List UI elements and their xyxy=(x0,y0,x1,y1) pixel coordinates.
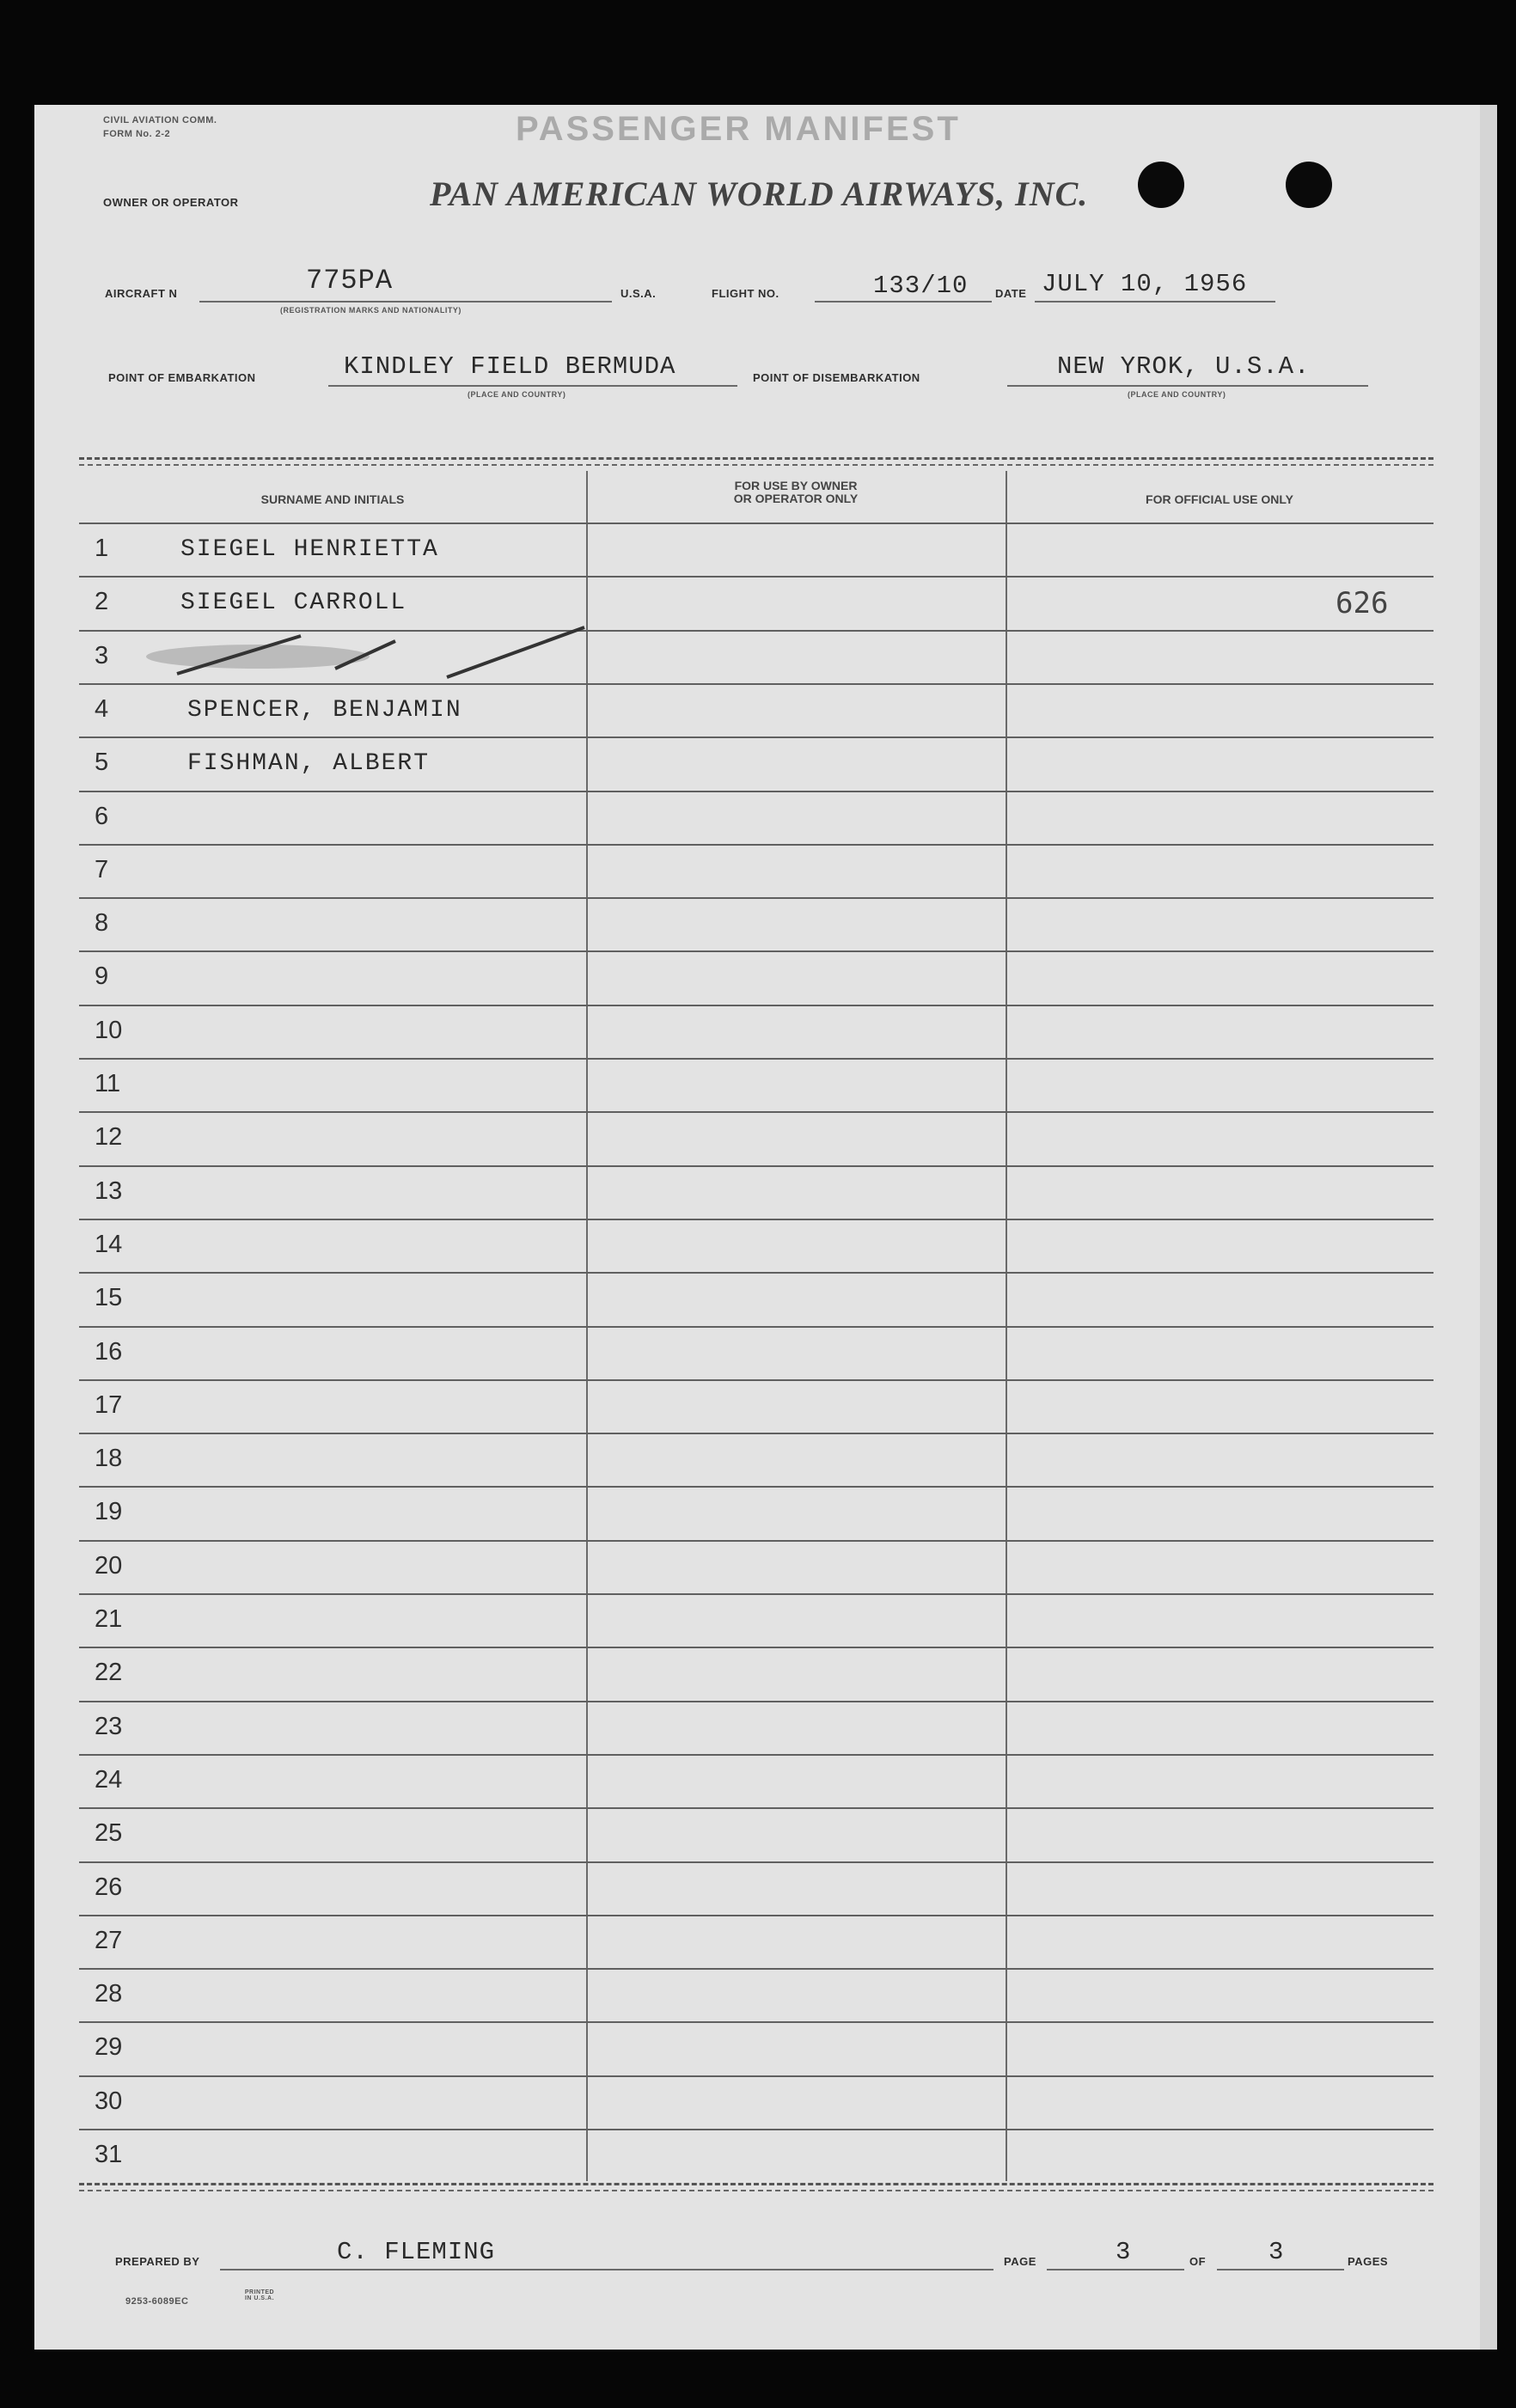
of-label: OF xyxy=(1189,2255,1207,2268)
row-divider xyxy=(79,1326,1433,1328)
row-divider xyxy=(79,1219,1433,1220)
of-value: 3 xyxy=(1268,2238,1285,2266)
row-divider xyxy=(79,950,1433,952)
row-number: 10 xyxy=(95,1016,123,1044)
row-number: 9 xyxy=(95,963,109,991)
aircraft-label: AIRCRAFT N xyxy=(105,287,178,300)
row-number: 22 xyxy=(95,1659,123,1687)
passenger-name: SIEGEL CARROLL xyxy=(180,590,407,617)
row-divider xyxy=(79,576,1433,578)
row-number: 28 xyxy=(95,1980,123,2008)
row-number: 27 xyxy=(95,1926,123,1954)
form-title: PASSENGER MANIFEST xyxy=(516,110,961,148)
punch-hole xyxy=(1286,162,1332,208)
row-number: 1 xyxy=(95,535,109,562)
row-number: 31 xyxy=(95,2141,123,2168)
date-value: JULY 10, 1956 xyxy=(1042,270,1248,298)
row-divider xyxy=(79,1807,1433,1809)
row-divider xyxy=(79,2021,1433,2023)
row-divider xyxy=(79,1486,1433,1488)
owner-value: PAN AMERICAN WORLD AIRWAYS, INC. xyxy=(430,174,1089,213)
col-header-surname: SURNAME AND INITIALS xyxy=(260,492,405,506)
row-divider xyxy=(79,1165,1433,1167)
passenger-name: FISHMAN, ALBERT xyxy=(187,750,431,778)
row-number: 24 xyxy=(95,1765,123,1794)
form-code: 9253-6089EC xyxy=(125,2296,189,2307)
row-number: 19 xyxy=(95,1498,123,1526)
row-number: 21 xyxy=(95,1605,123,1633)
manifest-sheet xyxy=(34,105,1480,2350)
stamp-line-1: CIVIL AVIATION COMM. xyxy=(103,115,217,125)
pages-label: PAGES xyxy=(1348,2255,1389,2268)
row-divider xyxy=(79,1379,1433,1381)
row-divider xyxy=(79,1111,1433,1113)
row-number: 23 xyxy=(95,1712,123,1740)
punch-hole xyxy=(1138,162,1184,208)
row-number: 25 xyxy=(95,1819,123,1848)
owner-label: OWNER OR OPERATOR xyxy=(103,196,239,209)
row-divider xyxy=(79,736,1433,738)
row-divider xyxy=(79,1272,1433,1274)
row-divider xyxy=(79,2075,1433,2077)
prepared-value: C. FLEMING xyxy=(337,2238,496,2266)
row-number: 8 xyxy=(95,909,109,938)
col-header-owner-use: FOR USE BY OWNER OR OPERATOR ONLY xyxy=(733,479,859,505)
row-number: 5 xyxy=(95,749,109,777)
official-note: 626 xyxy=(1336,586,1389,620)
embark-label: POINT OF EMBARKATION xyxy=(108,371,256,384)
disembark-label: POINT OF DISEMBARKATION xyxy=(753,371,920,384)
row-number: 3 xyxy=(95,641,109,669)
aircraft-value: 775PA xyxy=(306,265,394,296)
strike-out-mark xyxy=(129,619,593,688)
row-number: 16 xyxy=(95,1337,123,1366)
row-divider xyxy=(79,1968,1433,1970)
embark-sub: (PLACE AND COUNTRY) xyxy=(468,390,566,399)
row-number: 12 xyxy=(95,1123,123,1152)
page-edge xyxy=(1480,105,1497,2350)
row-number: 14 xyxy=(95,1230,123,1258)
row-number: 11 xyxy=(95,1070,121,1097)
flight-value: 133/10 xyxy=(873,272,969,300)
row-number: 26 xyxy=(95,1873,123,1901)
disembark-value: NEW YROK, U.S.A. xyxy=(1057,352,1311,381)
print-mark: PRINTED IN U.S.A. xyxy=(244,2289,275,2301)
date-label: DATE xyxy=(995,287,1027,300)
row-divider xyxy=(79,1647,1433,1648)
row-divider xyxy=(79,1005,1433,1006)
row-number: 6 xyxy=(95,802,109,830)
embark-value: KINDLEY FIELD BERMUDA xyxy=(344,352,676,381)
row-divider xyxy=(79,791,1433,792)
row-number: 29 xyxy=(95,2033,123,2062)
row-divider xyxy=(79,844,1433,846)
row-number: 7 xyxy=(95,855,109,883)
row-divider xyxy=(79,897,1433,899)
page-label: PAGE xyxy=(1004,2255,1036,2268)
aircraft-sub: (REGISTRATION MARKS AND NATIONALITY) xyxy=(280,306,462,315)
row-number: 4 xyxy=(95,694,109,723)
stamp-line-2: FORM No. 2-2 xyxy=(103,129,171,139)
row-divider xyxy=(79,1593,1433,1595)
row-number: 2 xyxy=(95,588,109,616)
row-number: 17 xyxy=(95,1390,123,1419)
row-number: 13 xyxy=(95,1176,123,1205)
disembark-sub: (PLACE AND COUNTRY) xyxy=(1128,390,1226,399)
row-number: 18 xyxy=(95,1445,123,1473)
flight-label: FLIGHT NO. xyxy=(712,287,779,300)
row-divider xyxy=(79,2129,1433,2130)
page-value: 3 xyxy=(1116,2238,1132,2266)
row-number: 30 xyxy=(95,2087,123,2115)
row-divider xyxy=(79,1861,1433,1863)
row-divider xyxy=(79,1701,1433,1702)
row-divider xyxy=(79,1754,1433,1756)
row-number: 20 xyxy=(95,1551,123,1580)
row-number: 15 xyxy=(95,1284,123,1312)
row-divider xyxy=(79,1540,1433,1542)
passenger-name: SPENCER, BENJAMIN xyxy=(187,696,462,724)
prepared-label: PREPARED BY xyxy=(115,2255,200,2268)
passenger-name: SIEGEL HENRIETTA xyxy=(180,536,439,563)
row-divider xyxy=(79,1058,1433,1060)
row-divider xyxy=(79,1915,1433,1916)
usa-label: U.S.A. xyxy=(620,287,657,300)
col-header-official: FOR OFFICIAL USE ONLY xyxy=(1146,492,1293,506)
row-divider xyxy=(79,1433,1433,1434)
